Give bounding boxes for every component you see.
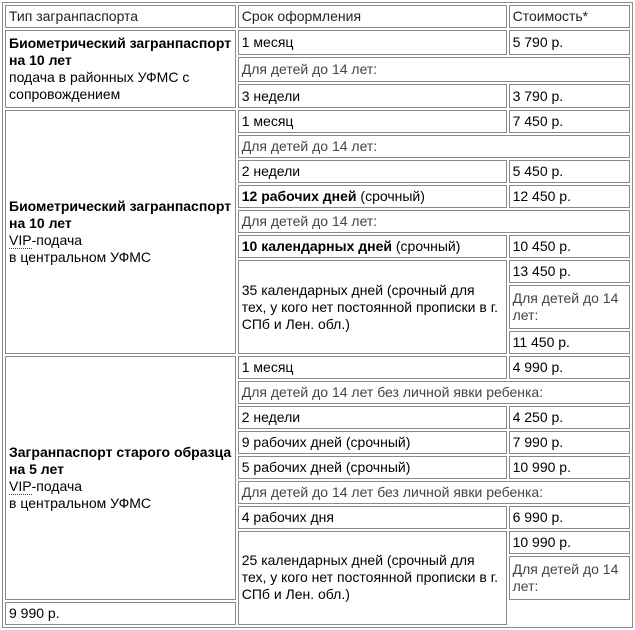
price-cell: 11 450 р. [509, 331, 630, 354]
price-cell: 4 990 р. [509, 356, 630, 379]
price-cell: 13 450 р. [509, 260, 630, 283]
table-row [5, 356, 630, 379]
kids-note: Для детей до 14 лет: [238, 135, 630, 158]
kids-note: Для детей до 14 лет без личной явки ребенка: [238, 381, 630, 404]
term-cell [238, 235, 507, 258]
kids-note: Для детей до 14 лет: [238, 210, 630, 233]
term-cell-long: 25 календарных дней (срочный для тех, у кого нет постоянной прописки в г. СПб и Лен. обл.) [238, 531, 507, 625]
price-cell: 10 990 р. [509, 456, 630, 479]
price-cell: 4 250 р. [509, 406, 630, 429]
vip-rest: -подача [31, 477, 83, 494]
price-cell: 6 990 р. [509, 506, 630, 529]
price-cell: 10 450 р. [509, 235, 630, 258]
section-2-place: в центральном УФМС [9, 249, 152, 266]
kids-note: Для детей до 14 лет: [509, 285, 630, 329]
term-cell: 3 недели [238, 84, 507, 109]
kids-note: Для детей до 14 лет: [509, 556, 630, 600]
term-cell-long: 35 календарных дней (срочный для тех, у кого нет постоянной прописки в г. СПб и Лен. обл.) [238, 260, 507, 354]
term-note: (срочный) [356, 188, 425, 205]
price-cell: 7 990 р. [509, 431, 630, 454]
section-1-subtitle: подача в районных УФМС с сопровождением [9, 69, 190, 103]
section-3-type-cell [5, 356, 236, 600]
kids-note: Для детей до 14 лет без личной явки ребенка: [238, 481, 630, 504]
section-2-type-cell [5, 110, 236, 354]
section-3-title: Загранпаспорт старого образца на 5 лет [9, 443, 232, 477]
table-row [5, 110, 630, 133]
term-main: 12 рабочих дней [241, 188, 357, 205]
price-cell: 10 990 р. [509, 531, 630, 554]
price-cell: 9 990 р. [5, 602, 236, 625]
kids-note: Для детей до 14 лет: [238, 57, 630, 82]
header-type: Тип загранпаспорта [5, 5, 236, 28]
term-cell [238, 185, 507, 208]
term-cell: 2 недели [238, 160, 507, 183]
header-row [5, 5, 630, 28]
vip-rest: -подача [31, 232, 83, 249]
vip-label: VIP [9, 232, 32, 249]
price-cell: 5 790 р. [509, 30, 630, 55]
term-main: 10 календарных дней [241, 238, 392, 255]
price-cell: 7 450 р. [509, 110, 630, 133]
price-cell: 5 450 р. [509, 160, 630, 183]
table-row [5, 30, 630, 55]
header-cost: Стоимость* [509, 5, 630, 28]
term-cell: 2 недели [238, 406, 507, 429]
term-note: (срочный) [392, 238, 461, 255]
vip-label: VIP [9, 477, 32, 494]
price-cell: 12 450 р. [509, 185, 630, 208]
header-term: Срок оформления [238, 5, 507, 28]
price-table [2, 2, 633, 628]
section-1-title: Биометрический загранпаспорт на 10 лет [9, 35, 232, 69]
section-3-place: в центральном УФМС [9, 494, 152, 511]
price-cell: 3 790 р. [509, 84, 630, 109]
term-cell: 1 месяц [238, 110, 507, 133]
term-cell: 1 месяц [238, 356, 507, 379]
section-1-type-cell [5, 30, 236, 108]
term-cell: 1 месяц [238, 30, 507, 55]
term-cell: 4 рабочих дня [238, 506, 507, 529]
section-2-title: Биометрический загранпаспорт на 10 лет [9, 198, 232, 232]
term-cell: 5 рабочих дней (срочный) [238, 456, 507, 479]
term-cell: 9 рабочих дней (срочный) [238, 431, 507, 454]
